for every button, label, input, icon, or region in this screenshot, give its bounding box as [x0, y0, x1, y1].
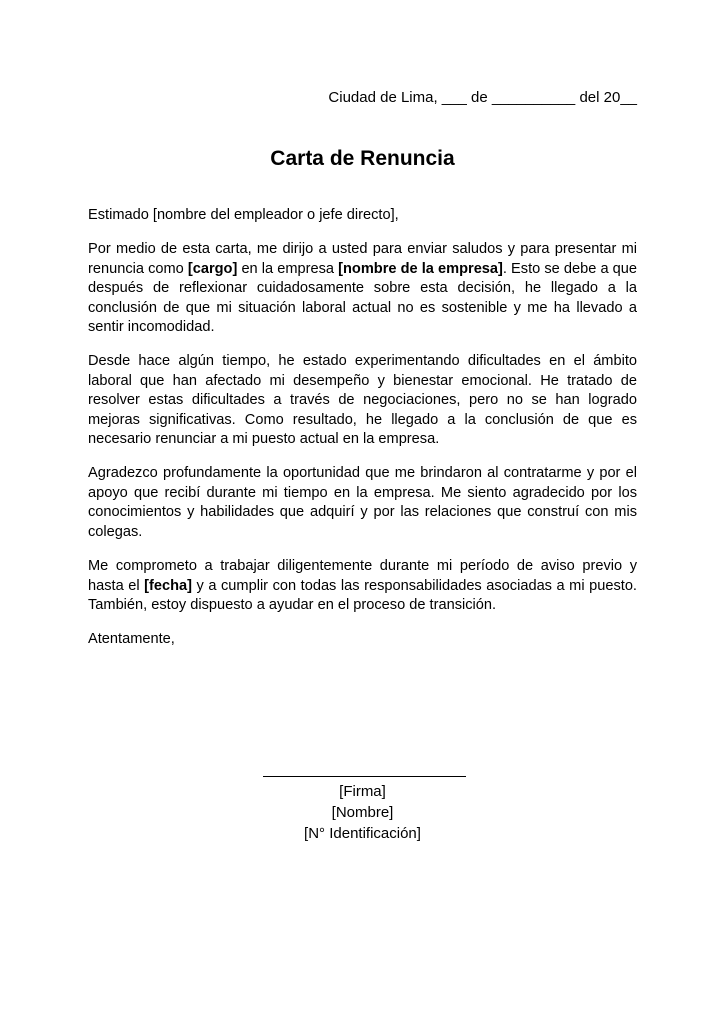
paragraph-commitment: [88, 557, 637, 615]
letter-title: Carta de Renuncia: [270, 147, 455, 170]
paragraph-gratitude: Agradezco profundamente la oportunidad que me brindaron al contratarme y por el apoyo que recibí durante mi tiempo en la empresa. Me siento agradecido por los conocimientos y habilidades que adquirí y por las relaciones que construí con mis colegas.: [88, 465, 637, 540]
letter-body: [88, 206, 637, 665]
company-name-placeholder: [nombre de la empresa]: [338, 260, 503, 277]
signature-line: [263, 776, 466, 777]
paragraph-intro-text-3: . Esto se debe a que después de reflexionar cuidadosamente sobre esta decisión, he llegado a la conclusión de que mi situación laboral actual no es sostenible y me ha llevado a sentir incomodidad.: [88, 260, 638, 336]
name-placeholder: [Nombre]: [331, 804, 394, 821]
signature-placeholder: [Firma]: [339, 783, 386, 800]
id-number-placeholder: [N° Identificación]: [304, 825, 421, 842]
paragraph-intro: [88, 240, 637, 337]
paragraph-commitment-text-2: y a cumplir con todas las responsabilidades asociadas a mi puesto. También, estoy dispuesto a ayudar en el proceso de transición.: [88, 577, 637, 613]
paragraph-commitment-text-1: Me comprometo a trabajar diligentemente durante mi período de aviso previo y hasta el: [88, 558, 637, 594]
place-date-line: Ciudad de Lima, ___ de __________ del 20__: [328, 89, 637, 106]
paragraph-reasons: Desde hace algún tiempo, he estado experimentando dificultades en el ámbito laboral que han afectado mi desempeño y bienestar emocional. He tratado de resolver estas dificultades a través de negociaciones, pero no se han logrado mejoras significativas. Como resultado, he llegado a la conclusión de que es necesario renunciar a mi puesto actual en la empresa.: [88, 353, 637, 448]
greeting: Estimado [nombre del empleador o jefe directo],: [88, 207, 399, 223]
paragraph-intro-text-2: en la empresa: [237, 260, 339, 277]
closing: Atentamente,: [88, 631, 175, 648]
paragraph-intro-text-1: Por medio de esta carta, me dirijo a usted para enviar saludos y para presentar mi renuncia como: [88, 241, 637, 277]
position-placeholder: [cargo]: [187, 260, 238, 277]
date-placeholder: [fecha]: [144, 577, 192, 594]
signature-block: [0, 776, 725, 844]
